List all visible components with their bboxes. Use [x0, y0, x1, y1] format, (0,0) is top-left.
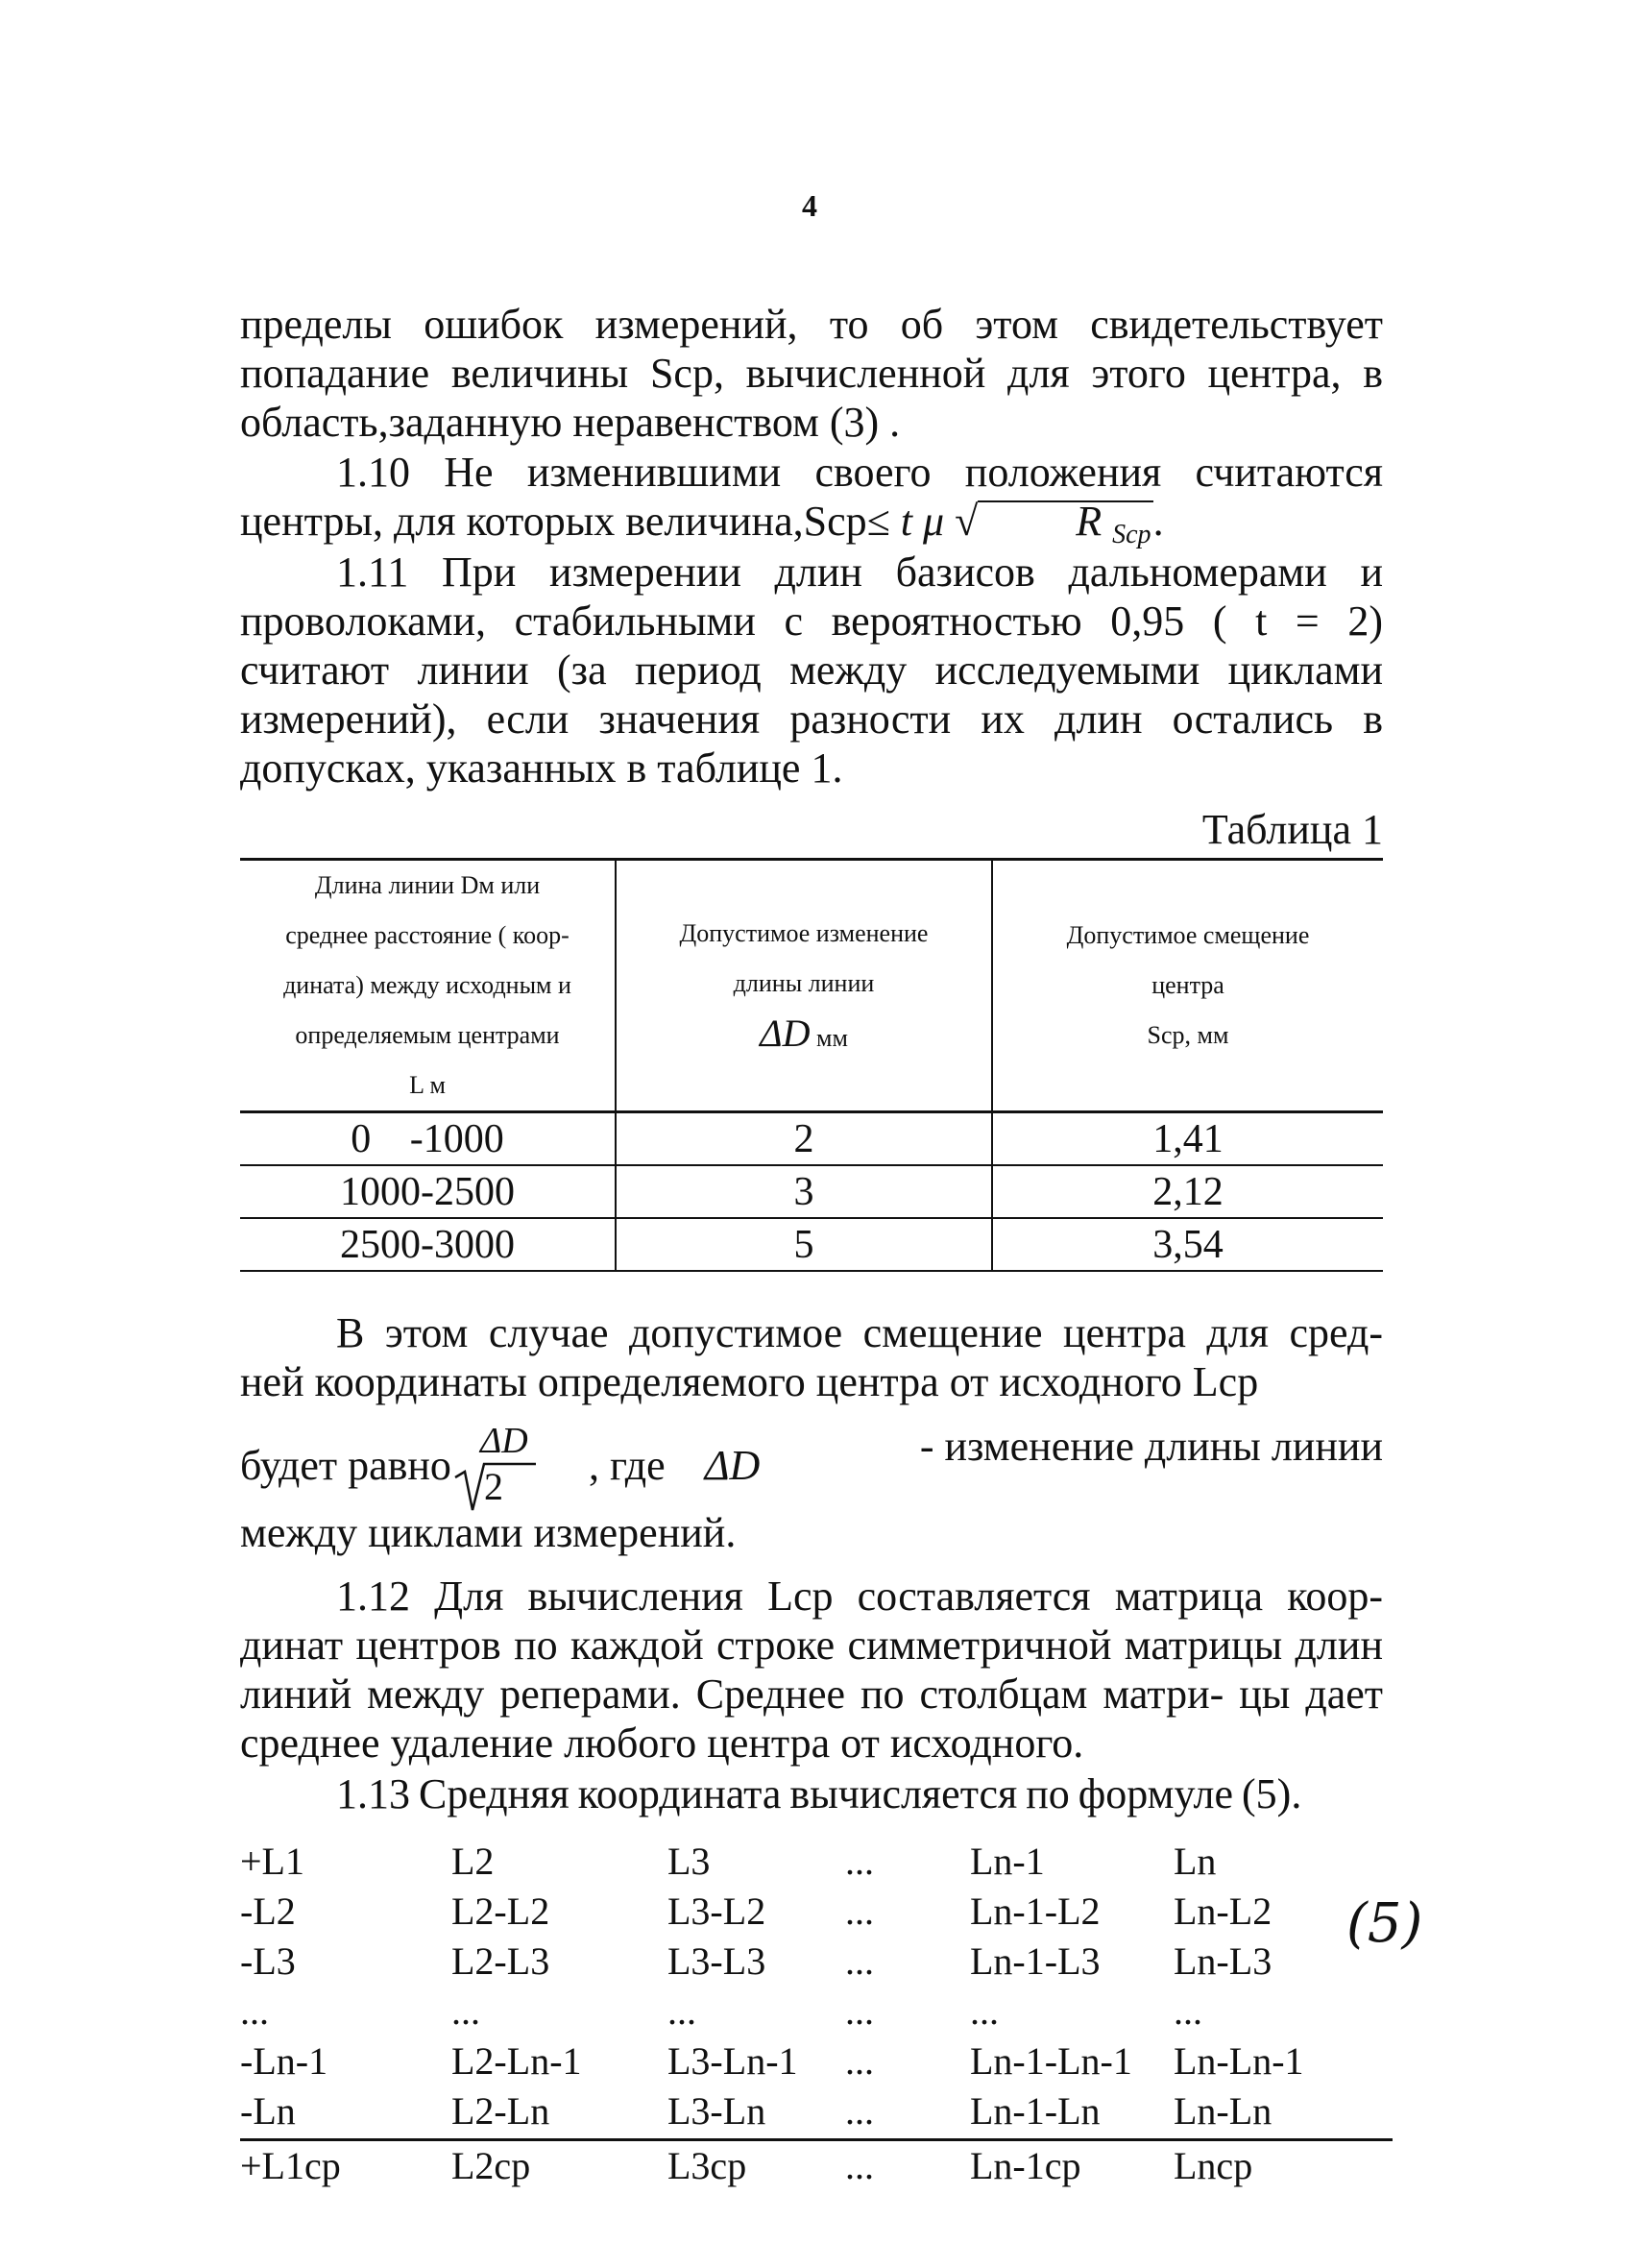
matrix-cell: ... — [667, 1989, 696, 2033]
paragraph-1-11: 1.11 При измерении длин базисов дальномерами и проволоками, стабильными с вероятностью 0,95 ( t = 2) считают линии (за период между исследуемыми циклами измерений), если значения разности их длин остались в допусках, указанных в таблице 1. — [240, 549, 1383, 792]
fraction-delta-d-sqrt2 — [451, 1422, 538, 1518]
matrix-total-cell: +L1cp — [240, 2144, 341, 2187]
matrix-cell: ... — [845, 1989, 874, 2033]
matrix-cell: L3-Ln-1 — [667, 2039, 798, 2083]
table-cell-length: 2500-3000 — [240, 1218, 616, 1271]
matrix-cell: Ln-1-Ln-1 — [970, 2039, 1132, 2083]
matrix-row — [240, 2086, 1393, 2136]
table-caption: Таблица 1 — [1201, 806, 1383, 853]
formula-number: (5) — [1346, 1892, 1423, 1955]
header-allowed-change-1: Допустимое изменение — [679, 918, 929, 947]
matrix-cell: ... — [451, 1989, 480, 2033]
matrix-cell: L2-L2 — [451, 1890, 550, 1933]
matrix-cell: ... — [845, 1840, 874, 1883]
paragraph-1-13: 1.13 Средняя координата вычисляется по формуле (5). — [336, 1770, 1302, 1817]
header-allowed-offset — [992, 860, 1383, 1112]
matrix-total-cell: Ln-1cp — [970, 2144, 1081, 2187]
matrix-cell: -L2 — [240, 1890, 296, 1933]
paragraph-offset: В этом случае допустимое смещение центра для сред- ней координаты определяемого центра от исходного Lср — [240, 1309, 1383, 1405]
matrix-cell: Ln-L3 — [1174, 1939, 1272, 1983]
header-allowed-offset-1: Допустимое смещение — [1066, 921, 1310, 949]
header-allowed-offset-3: Sср, мм — [1147, 1021, 1229, 1049]
table-cell-offset: 1,41 — [992, 1112, 1383, 1166]
matrix-cell: L3-Ln — [667, 2089, 766, 2133]
header-line-length-5: L м — [409, 1071, 446, 1099]
matrix-total-cell: L3cp — [667, 2144, 747, 2187]
header-allowed-offset-2: центра — [1151, 971, 1224, 999]
matrix-total-row — [240, 2138, 1393, 2191]
table-cell-offset: 2,12 — [992, 1165, 1383, 1218]
matrix-total-cell: L2cp — [451, 2144, 531, 2187]
table-cell-change: 3 — [616, 1165, 992, 1218]
matrix-cell: Ln-1-L3 — [970, 1939, 1101, 1983]
matrix-cell: L2-Ln — [451, 2089, 550, 2133]
table-cell-change: 2 — [616, 1112, 992, 1166]
matrix-cell: ... — [845, 2039, 874, 2083]
header-line-length-2: среднее расстояние ( коор- — [285, 921, 570, 949]
coordinate-matrix — [240, 1837, 1393, 2191]
header-line-length-1: Длина линии Dм или — [314, 871, 541, 899]
matrix-cell: Ln-Ln — [1174, 2089, 1272, 2133]
tolerance-table — [240, 858, 1383, 1272]
matrix-cell: -L3 — [240, 1939, 296, 1983]
unit-mm: мм — [815, 1023, 848, 1052]
text-will-be-equal: будет равно — [240, 1442, 451, 1490]
table-cell-change: 5 — [616, 1218, 992, 1271]
table-cell-length: 0 -1000 — [240, 1112, 616, 1166]
text-where: , где — [588, 1442, 666, 1490]
matrix-cell: L2 — [451, 1840, 495, 1883]
matrix-cell: Ln-1-Ln — [970, 2089, 1101, 2133]
matrix-cell: Ln-Ln-1 — [1174, 2039, 1304, 2083]
matrix-row — [240, 1987, 1393, 2036]
header-line-length — [240, 860, 616, 1112]
paragraph-between-cycles: между циклами измерений. — [240, 1509, 737, 1556]
radicand-sub: Sср — [1112, 520, 1151, 549]
paragraph-errors: пределы ошибок измерений, то об этом свидетельствует попадание величины Sср, вычисленной для этого центра, в область,заданную неравенством (3) . — [240, 301, 1383, 446]
matrix-cell: Ln-1-L2 — [970, 1890, 1101, 1933]
header-line-length-3: дината) между исходным и — [283, 971, 571, 999]
sqrt-icon: √ — [955, 498, 979, 545]
matrix-row — [240, 1837, 1393, 1887]
matrix-cell: Ln-L2 — [1174, 1890, 1272, 1933]
matrix-cell: L3 — [667, 1840, 711, 1883]
delta-d-symbol: ΔD — [704, 1442, 761, 1490]
table-row — [240, 1165, 1383, 1218]
matrix-cell: L3-L3 — [667, 1939, 766, 1983]
matrix-cell: -Ln — [240, 2089, 296, 2133]
paragraph-1-12: 1.12 Для вычисления Lср составляется матрица коор- динат центров по каждой строке симметричной матрицы длин линий между реперами. Среднее по столбцам матри- цы дает среднее удаление любого центра от исходного. — [240, 1573, 1383, 1767]
matrix-total-cell: ... — [845, 2144, 874, 2187]
table-row — [240, 1218, 1383, 1271]
matrix-cell: +L1 — [240, 1840, 304, 1883]
table-header-row — [240, 860, 1383, 1112]
header-allowed-change-3 — [617, 1009, 991, 1063]
paragraph-1-10-text: 1.10 Не изменившими своего положения считаются центры, для которых величина,Sср≤ — [240, 449, 1383, 545]
matrix-row — [240, 1937, 1393, 1987]
matrix-cell: -Ln-1 — [240, 2039, 328, 2083]
delta-d-symbol: ΔD — [760, 1011, 811, 1055]
fraction-numerator: ΔD — [479, 1421, 528, 1461]
matrix-cell: ... — [970, 1989, 999, 2033]
header-allowed-change — [616, 860, 992, 1112]
matrix-cell: L2-L3 — [451, 1939, 550, 1983]
table-cell-length: 1000-2500 — [240, 1165, 616, 1218]
matrix-cell: Ln-1 — [970, 1840, 1045, 1883]
matrix-cell: ... — [845, 1939, 874, 1983]
header-line-length-4: определяемым центрами — [295, 1021, 560, 1049]
table-row — [240, 1112, 1383, 1166]
paragraph-formula-line — [240, 1422, 1383, 1518]
matrix-cell: ... — [845, 1890, 874, 1933]
radicand-r: R — [1076, 498, 1103, 545]
table-cell-offset: 3,54 — [992, 1218, 1383, 1271]
paragraph-1-10-tail: . — [1152, 498, 1164, 545]
matrix-row — [240, 1887, 1393, 1937]
matrix-cell: ... — [1174, 1989, 1202, 2033]
t-mu-symbol: t μ — [900, 498, 945, 545]
text-line-length-change: - изменение длины линии — [919, 1423, 1383, 1470]
matrix-cell: L3-L2 — [667, 1890, 766, 1933]
paragraph-1-10 — [240, 448, 1383, 554]
matrix-cell: Ln — [1174, 1840, 1217, 1883]
matrix-row — [240, 2036, 1393, 2086]
matrix-cell: ... — [240, 1989, 269, 2033]
fraction-denominator: 2 — [483, 1465, 503, 1508]
sqrt-radicand — [978, 500, 1152, 554]
matrix-cell: L2-Ln-1 — [451, 2039, 582, 2083]
matrix-total-cell: Lncp — [1174, 2144, 1253, 2187]
page-number: 4 — [802, 188, 817, 223]
matrix-cell: ... — [845, 2089, 874, 2133]
header-allowed-change-2: длины линии — [733, 968, 875, 997]
